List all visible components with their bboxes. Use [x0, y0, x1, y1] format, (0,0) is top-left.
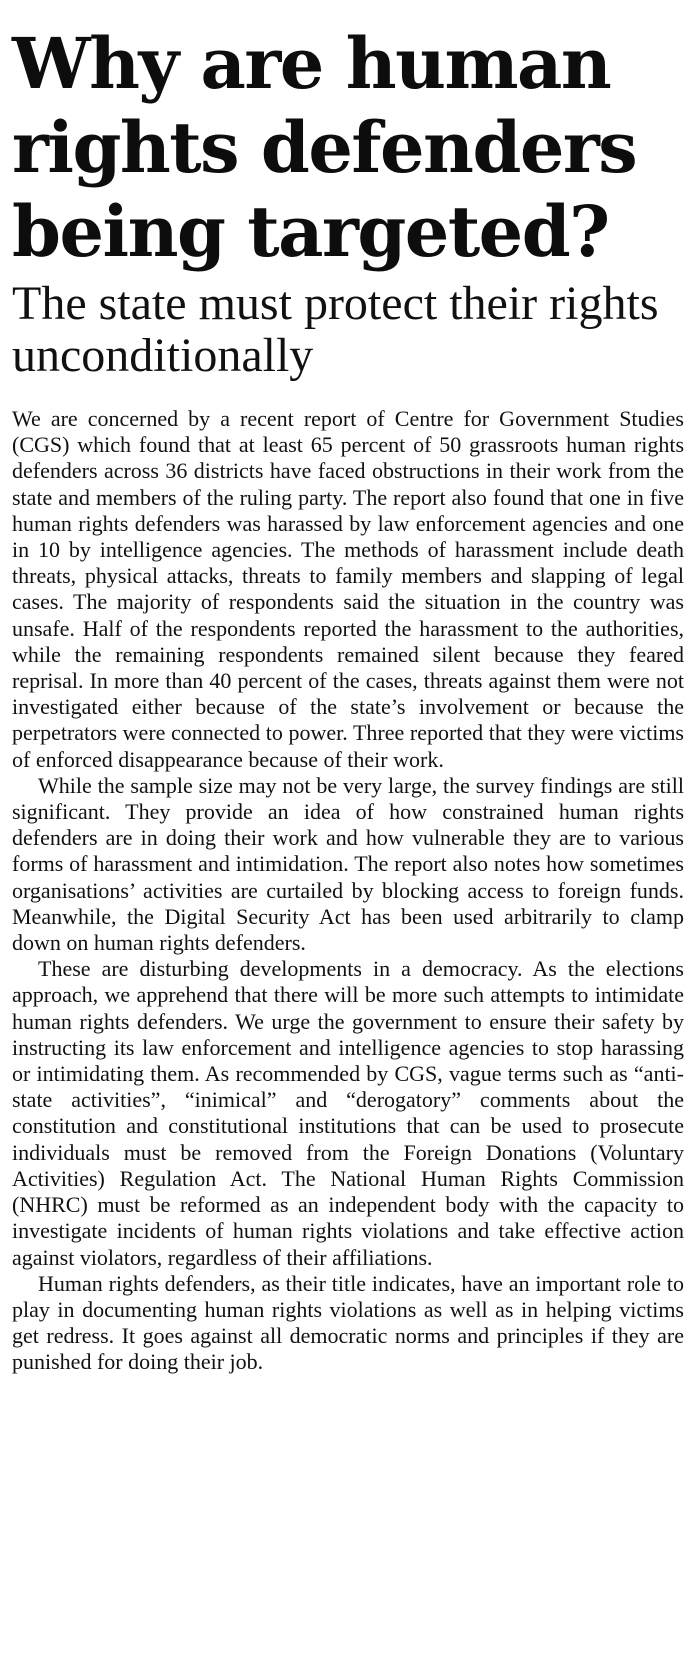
body-paragraph: We are concerned by a recent report of Centre for Government Studies (CGS) which found that at least 65 percent of 50 grassroots human rights defenders across 36 districts have faced obstructions in their work from the state and members of the ruling party. The report also found that one in five human rights defenders was harassed by law enforcement agencies and one in 10 by intelligence agencies. The methods of harassment include death threats, physical attacks, threats to family members and slapping of legal cases. The majority of respondents said the situation in the country was unsafe. Half of the respondents reported the harassment to the authorities, while the remaining respondents remained silent because they feared reprisal. In more than 40 percent of the cases, threats against them were not investigated either because of the state’s involvement or because the perpetrators were connected to power. Three reported that they were victims of enforced disappearance because of their work. [12, 406, 684, 772]
headline: Why are human rights defenders being targeted? [12, 22, 637, 273]
article-body [12, 406, 684, 1376]
body-paragraph: Human rights defenders, as their title indicates, have an important role to play in documenting human rights violations as well as in helping victims get redress. It goes against all democratic norms and principles if they are punished for doing their job. [12, 1270, 684, 1375]
body-paragraph: While the sample size may not be very large, the survey findings are still significant. They provide an idea of how constrained human rights defenders are in doing their work and how vulnerable they are to various forms of harassment and intimidation. The report also notes how sometimes organisations’ activities are curtailed by blocking access to foreign funds. Meanwhile, the Digital Security Act has been used arbitrarily to clamp down on human rights defenders. [12, 772, 684, 956]
subheadline: The state must protect their rights unconditionally [12, 277, 659, 382]
body-paragraph: These are disturbing developments in a democracy. As the elections approach, we apprehend that there will be more such attempts to intimidate human rights defenders. We urge the government to ensure their safety by instructing its law enforcement and intelligence agencies to stop harassing or intimidating them. As recommended by CGS, vague terms such as “anti-state activities”, “inimical” and “derogatory” comments about the constitution and constitutional institutions that can be used to prosecute individuals must be removed from the Foreign Donations (Voluntary Activities) Regulation Act. The National Human Rights Commission (NHRC) must be reformed as an independent body with the capacity to investigate incidents of human rights violations and take effective action against violators, regardless of their affiliations. [12, 956, 684, 1270]
